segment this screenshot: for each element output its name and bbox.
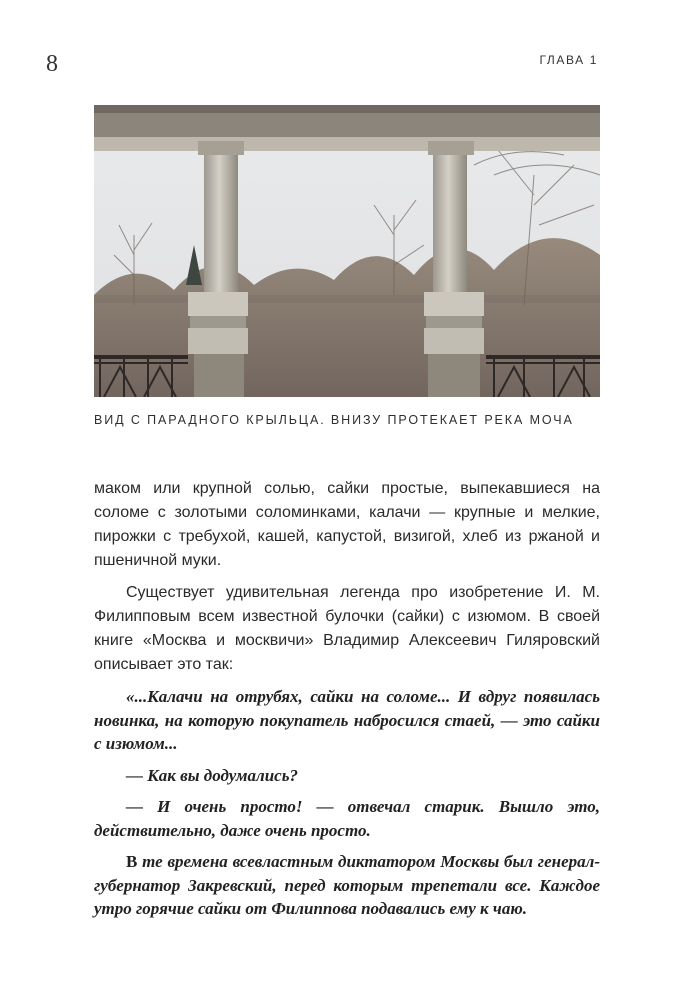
quote-paragraph: «...Калачи на отрубях, сайки на соломе... И вдруг появилась новинка, на которую покупатель набросился стаей, — это сайки с изюмом... bbox=[94, 687, 600, 753]
figure-caption: ВИД С ПАРАДНОГО КРЫЛЬЦА. ВНИЗУ ПРОТЕКАЕТ РЕКА МОЧА bbox=[94, 413, 574, 427]
paragraph: маком или крупной солью, сайки простые, выпекавшиеся на соломе с золотыми соломинками, калачи — крупные и мелкие, пирожки с требухой, кашей, капустой, визигой, хлеб из ржаной и пшеничной муки. bbox=[94, 480, 600, 569]
quote-text: те времена всевластным диктатором Москвы был генерал-губернатор Закревский, перед которым трепетали все. Каждое утро горячие сайки от Филиппова подавались ему к чаю. bbox=[94, 852, 600, 918]
quote-paragraph bbox=[94, 850, 600, 921]
body-text bbox=[94, 477, 600, 929]
page-number: 8 bbox=[46, 51, 58, 77]
running-head: ГЛАВА 1 bbox=[539, 53, 598, 67]
quote-initial: В bbox=[126, 852, 138, 871]
figure-photo bbox=[94, 105, 600, 397]
paragraph: Существует удивительная легенда про изобретение И. М. Филипповым всем известной булочки (сайки) с изюмом. В своей книге «Москва и москвичи» Владимир Алексеевич Гиляровский описывает это так: bbox=[94, 584, 600, 673]
quote-paragraph: — И очень просто! — отвечал старик. Вышло это, действительно, даже очень просто. bbox=[94, 797, 600, 840]
quote-paragraph: — Как вы додумались? bbox=[126, 765, 298, 785]
